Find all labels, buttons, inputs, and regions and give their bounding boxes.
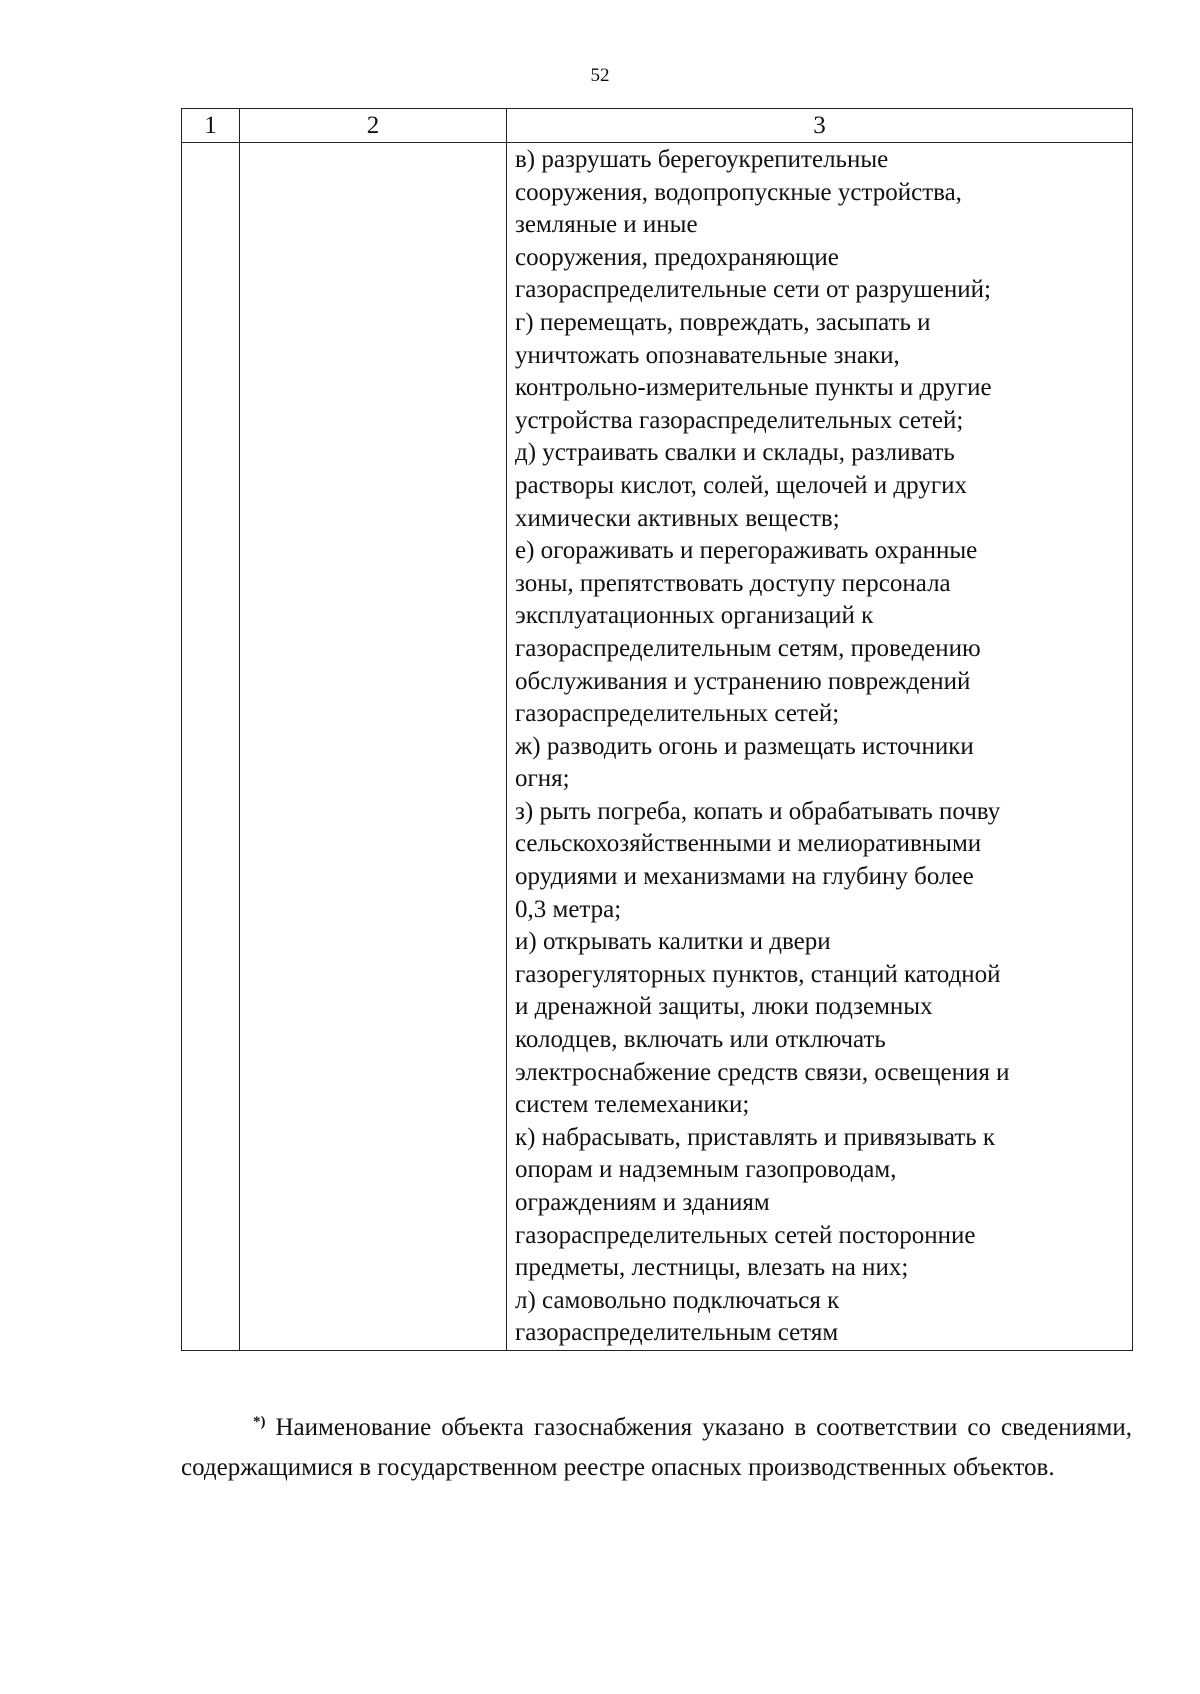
list-item-line: л) самовольно подключаться к xyxy=(515,1286,840,1314)
list-item-line: е) огораживать и перегораживать охранные xyxy=(515,537,978,565)
list-item-line: газораспределительные сети от разрушений; xyxy=(515,276,991,304)
list-item-line: контрольно-измерительные пункты и другие xyxy=(515,374,992,402)
cell-col-3 xyxy=(507,143,1133,1351)
list-item-line: сооружения, предохраняющие xyxy=(515,243,839,271)
list-item-line: устройства газораспределительных сетей; xyxy=(515,406,964,434)
list-item-line: 0,3 метра; xyxy=(515,895,622,923)
list-item-line: газораспределительных сетей посторонние xyxy=(515,1221,976,1249)
list-item-line: ограждениям и зданиям xyxy=(515,1189,770,1216)
list-item-line: г) перемещать, повреждать, засыпать и xyxy=(515,308,931,336)
prohibited-actions-list xyxy=(515,144,1128,1350)
header-col-3: 3 xyxy=(507,109,1133,143)
cell-col-2 xyxy=(240,143,507,1351)
list-item-line: растворы кислот, солей, щелочей и других xyxy=(515,471,967,499)
list-item-line: в) разрушать берегоукрепительные xyxy=(515,146,889,173)
list-item-line: газорегуляторных пунктов, станций катодной xyxy=(515,960,1001,988)
table-row xyxy=(182,143,1133,1351)
list-item-line: газораспределительным сетям xyxy=(515,1319,839,1347)
footnote-marker: *) xyxy=(253,1414,266,1430)
list-item-line: з) рыть погреба, копать и обрабатывать почву xyxy=(515,797,1001,825)
list-item-line: орудиями и механизмами на глубину более xyxy=(515,863,974,891)
list-item-line: и дренажной защиты, люки подземных xyxy=(515,993,933,1021)
list-item-line: систем телемеханики; xyxy=(515,1091,750,1119)
list-item-line: и) открывать калитки и двери xyxy=(515,928,831,956)
list-item-line: эксплуатационных организаций к xyxy=(515,602,874,630)
list-item-line: газораспределительным сетям, проведению xyxy=(515,634,981,662)
list-item-line: ж) разводить огонь и размещать источники xyxy=(515,732,974,760)
list-item-line: обслуживания и устранению повреждений xyxy=(515,667,971,695)
list-item-line: химически активных веществ; xyxy=(515,504,840,532)
list-item-line: к) набрасывать, приставлять и привязывать к xyxy=(515,1123,996,1151)
list-item-line: электроснабжение средств связи, освещения и xyxy=(515,1058,1010,1086)
header-col-2: 2 xyxy=(240,109,507,143)
list-item-line: д) устраивать свалки и склады, разливать xyxy=(515,439,955,467)
page-number: 52 xyxy=(590,65,610,86)
cell-col-1 xyxy=(182,143,240,1351)
list-item-line: огня; xyxy=(515,765,570,793)
list-item-line: предметы, лестницы, влезать на них; xyxy=(515,1254,909,1282)
list-item-line: колодцев, включать или отключать xyxy=(515,1026,886,1054)
list-item-line: зоны, препятствовать доступу персонала xyxy=(515,569,951,597)
footnote-text: Наименование объекта газоснабжения указано в соответствии со сведениями, содержащимися в государственном реестре опасных производственных объектов. xyxy=(181,1414,1133,1481)
requirements-table xyxy=(181,108,1133,1351)
list-item-line: сооружения, водопропускные устройства, xyxy=(515,178,962,206)
list-item-line: уничтожать опознавательные знаки, xyxy=(515,341,900,369)
list-item-line: сельскохозяйственными и мелиоративными xyxy=(515,830,982,858)
list-item-line: опорам и надземным газопроводам, xyxy=(515,1156,897,1184)
list-item-line: земляные и иные xyxy=(515,211,698,239)
list-item-line: газораспределительных сетей; xyxy=(515,700,840,728)
table-header-row xyxy=(182,109,1133,143)
footnote xyxy=(181,1408,1132,1488)
header-col-1: 1 xyxy=(182,109,240,143)
